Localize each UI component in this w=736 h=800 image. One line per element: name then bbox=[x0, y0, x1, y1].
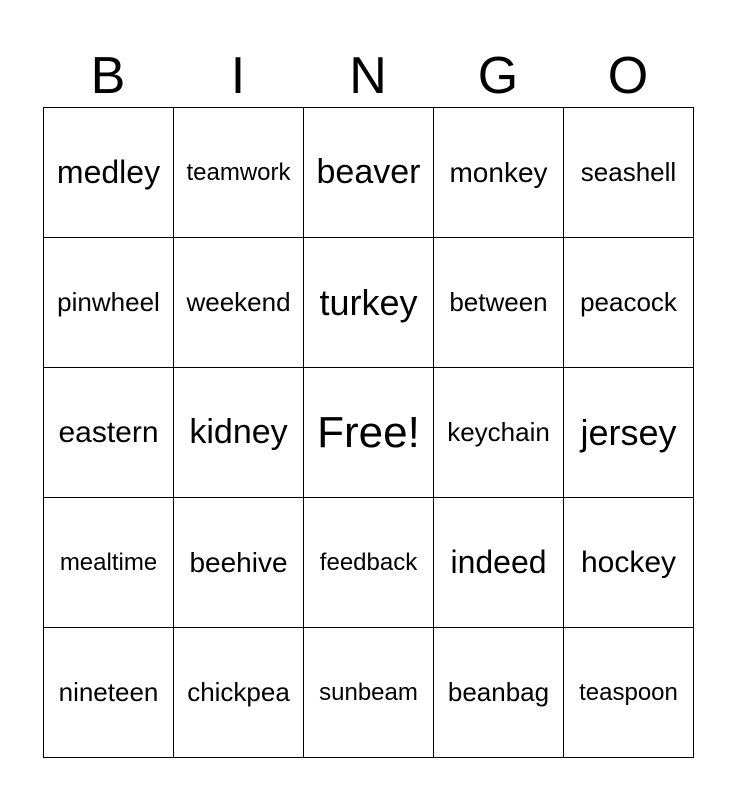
bingo-cell[interactable]: seashell bbox=[564, 108, 694, 238]
bingo-cell[interactable]: mealtime bbox=[44, 498, 174, 628]
bingo-cell[interactable]: sunbeam bbox=[304, 628, 434, 758]
bingo-header bbox=[43, 46, 693, 106]
header-letter-i: I bbox=[230, 47, 246, 105]
bingo-cell[interactable]: kidney bbox=[174, 368, 304, 498]
bingo-cell[interactable]: jersey bbox=[564, 368, 694, 498]
bingo-cell[interactable]: nineteen bbox=[44, 628, 174, 758]
bingo-cell[interactable]: peacock bbox=[564, 238, 694, 368]
bingo-board bbox=[43, 107, 694, 758]
header-letter-n: N bbox=[349, 47, 387, 105]
bingo-cell[interactable]: teaspoon bbox=[564, 628, 694, 758]
bingo-cell[interactable]: pinwheel bbox=[44, 238, 174, 368]
bingo-cell[interactable]: keychain bbox=[434, 368, 564, 498]
header-letter-o: O bbox=[607, 47, 649, 105]
bingo-cell[interactable]: between bbox=[434, 238, 564, 368]
bingo-cell[interactable]: medley bbox=[44, 108, 174, 238]
bingo-cell[interactable]: weekend bbox=[174, 238, 304, 368]
bingo-cell[interactable]: hockey bbox=[564, 498, 694, 628]
bingo-cell[interactable]: beehive bbox=[174, 498, 304, 628]
bingo-cell[interactable]: feedback bbox=[304, 498, 434, 628]
bingo-cell[interactable]: monkey bbox=[434, 108, 564, 238]
bingo-cell[interactable]: beanbag bbox=[434, 628, 564, 758]
free-space-cell[interactable]: Free! bbox=[304, 368, 434, 498]
header-letter-b: B bbox=[90, 47, 126, 105]
bingo-cell[interactable]: turkey bbox=[304, 238, 434, 368]
bingo-cell[interactable]: indeed bbox=[434, 498, 564, 628]
bingo-cell[interactable]: beaver bbox=[304, 108, 434, 238]
bingo-cell[interactable]: teamwork bbox=[174, 108, 304, 238]
header-letter-g: G bbox=[477, 47, 519, 105]
bingo-cell[interactable]: chickpea bbox=[174, 628, 304, 758]
bingo-cell[interactable]: eastern bbox=[44, 368, 174, 498]
